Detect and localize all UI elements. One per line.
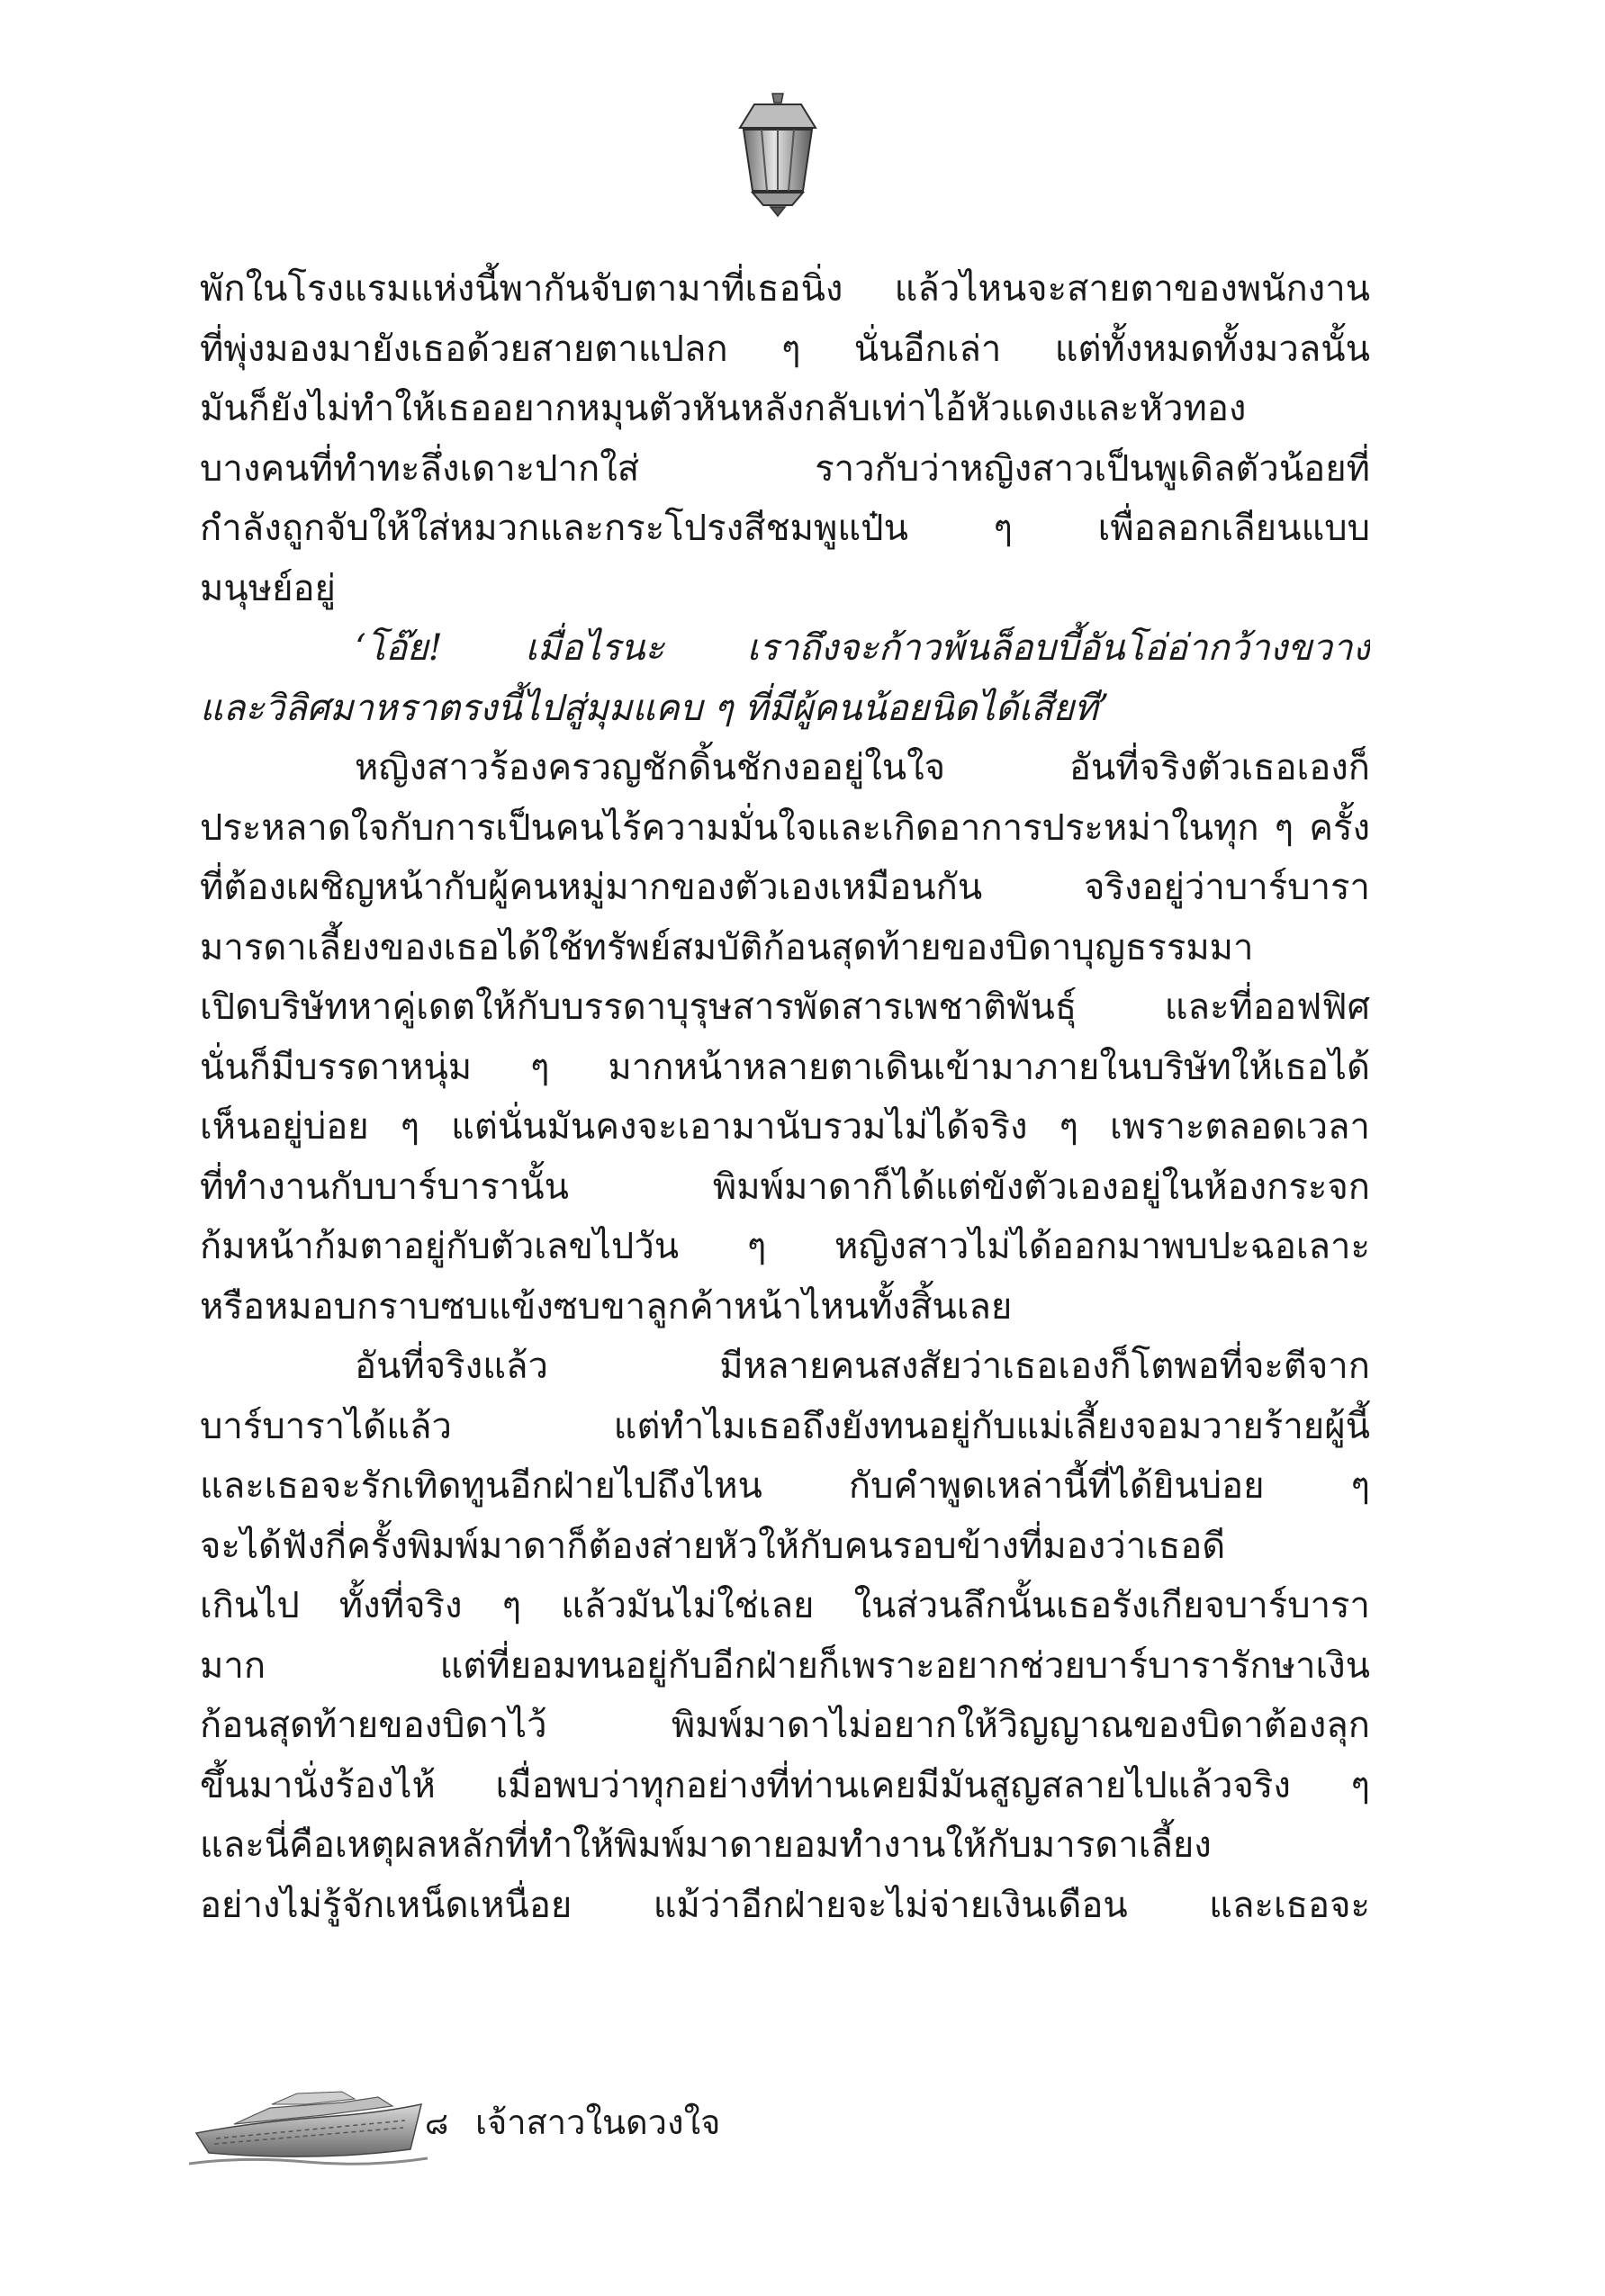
text-line: มนุษย์อยู่ bbox=[200, 567, 336, 609]
cruise-ship-icon bbox=[189, 2079, 428, 2178]
thought-line: และวิลิศมาหราตรงนี้ไปสู่มุมแคบ ๆ ที่มีผู้คนน้อยนิดได้เสียที’ bbox=[200, 687, 1110, 729]
text-line: ขึ้นมานั่งร้องไห้ เมื่อพบว่าทุกอย่างที่ท่านเคยมีมันสูญสลายไปแล้วจริง ๆ bbox=[200, 1764, 1370, 1806]
text-line: ที่ต้องเผชิญหน้ากับผู้คนหมู่มากของตัวเองเหมือนกัน จริงอยู่ว่าบาร์บารา bbox=[200, 867, 1370, 908]
text-line: จะได้ฟังกี่ครั้งพิมพ์มาดาก็ต้องส่ายหัวให้กับคนรอบข้างที่มองว่าเธอดี bbox=[200, 1525, 1226, 1567]
text-line: บางคนที่ทำทะลึ่งเดาะปากใส่ ราวกับว่าหญิงสาวเป็นพูเดิลตัวน้อยที่ bbox=[200, 447, 1370, 490]
page-number: ๘ bbox=[425, 2106, 449, 2142]
text-line: ที่ทำงานกับบาร์บารานั้น พิมพ์มาดาก็ได้แต่ขังตัวเองอยู่ในห้องกระจก bbox=[200, 1166, 1370, 1208]
text-line: เกินไป ทั้งที่จริง ๆ แล้วมันไม่ใช่เลย ในส่วนลึกนั้นเธอรังเกียจบาร์บารา bbox=[200, 1585, 1370, 1626]
text-line: กำลังถูกจับให้ใส่หมวกและกระโปรงสีชมพูแป๋น ๆ เพื่อลอกเลียนแบบ bbox=[200, 508, 1370, 549]
body-text bbox=[200, 259, 1370, 1935]
book-title: เจ้าสาวในดวงใจ bbox=[475, 2102, 721, 2142]
text-line: ก้อนสุดท้ายของบิดาไว้ พิมพ์มาดาไม่อยากให้วิญญาณของบิดาต้องลุก bbox=[200, 1705, 1370, 1746]
text-line: ก้มหน้าก้มตาอยู่กับตัวเลขไปวัน ๆ หญิงสาวไม่ได้ออกมาพบปะฉอเลาะ bbox=[200, 1226, 1370, 1267]
text-line: บาร์บาราได้แล้ว แต่ทำไมเธอถึงยังทนอยู่กับแม่เลี้ยงจอมวายร้ายผู้นี้ bbox=[200, 1405, 1370, 1447]
text-line: พักในโรงแรมแห่งนี้พากันจับตามาที่เธอนิ่ง แล้วไหนจะสายตาของพนักงาน bbox=[200, 268, 1370, 310]
lantern-icon bbox=[731, 90, 825, 218]
page-footer bbox=[189, 2079, 999, 2178]
thought-line: ‘โอ๊ย! เมื่อไรนะ เราถึงจะก้าวพ้นล็อบบี้อันโอ่อ่ากว้างขวาง bbox=[355, 627, 1370, 669]
text-line: มารดาเลี้ยงของเธอได้ใช้ทรัพย์สมบัติก้อนสุดท้ายของบิดาบุญธรรมมา bbox=[200, 926, 1254, 968]
text-line: มันก็ยังไม่ทำให้เธออยากหมุนตัวหันหลังกลับเท่าไอ้หัวแดงและหัวทอง bbox=[200, 388, 1247, 429]
text-line: หญิงสาวร้องครวญชักดิ้นชักงออยู่ในใจ อันที่จริงตัวเธอเองก็ bbox=[355, 747, 1370, 788]
text-line: อันที่จริงแล้ว มีหลายคนสงสัยว่าเธอเองก็โตพอที่จะตีจาก bbox=[355, 1346, 1370, 1387]
text-line: และนี่คือเหตุผลหลักที่ทำให้พิมพ์มาดายอมทำงานให้กับมารดาเลี้ยง bbox=[200, 1824, 1212, 1866]
text-line: ประหลาดใจกับการเป็นคนไร้ความมั่นใจและเกิดอาการประหม่าในทุก ๆ ครั้ง bbox=[200, 806, 1370, 849]
text-line: หรือหมอบกราบซบแข้งซบขาลูกค้าหน้าไหนทั้งสิ้นเลย bbox=[200, 1285, 1013, 1328]
text-line: และเธอจะรักเทิดทูนอีกฝ่ายไปถึงไหน กับคำพูดเหล่านี้ที่ได้ยินบ่อย ๆ bbox=[200, 1465, 1370, 1507]
text-line: เปิดบริษัทหาคู่เดตให้กับบรรดาบุรุษสารพัดสารเพชาติพันธุ์ และที่ออฟฟิศ bbox=[200, 986, 1370, 1028]
text-line: มาก แต่ที่ยอมทนอยู่กับอีกฝ่ายก็เพราะอยากช่วยบาร์บารารักษาเงิน bbox=[200, 1644, 1370, 1687]
text-line: อย่างไม่รู้จักเหน็ดเหนื่อย แม้ว่าอีกฝ่ายจะไม่จ่ายเงินเดือน และเธอจะ bbox=[200, 1884, 1370, 1926]
text-line: นั่นก็มีบรรดาหนุ่ม ๆ มากหน้าหลายตาเดินเข้ามาภายในบริษัทให้เธอได้ bbox=[200, 1046, 1370, 1088]
text-line: ที่พุ่งมองมายังเธอด้วยสายตาแปลก ๆ นั่นอีกเล่า แต่ทั้งหมดทั้งมวลนั้น bbox=[200, 328, 1370, 370]
text-line: เห็นอยู่บ่อย ๆ แต่นั่นมันคงจะเอามานับรวมไม่ได้จริง ๆ เพราะตลอดเวลา bbox=[200, 1106, 1370, 1148]
